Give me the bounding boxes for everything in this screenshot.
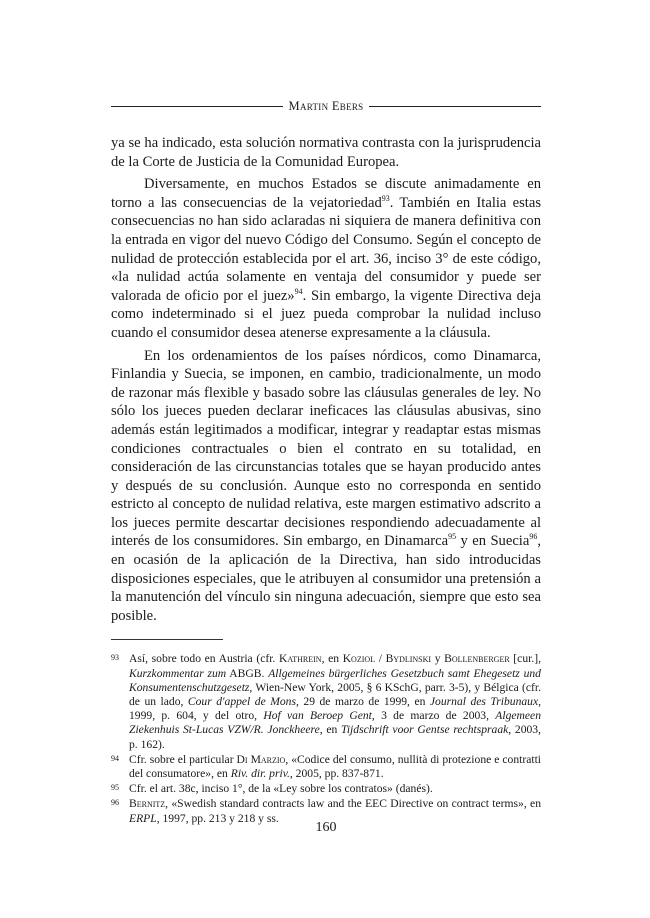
footnotes — [111, 652, 541, 825]
header-author: Martin Ebers — [288, 98, 364, 113]
footnote-separator — [111, 639, 223, 640]
body-text — [111, 134, 541, 625]
footnote-96: 96 Bernitz, «Swedish standard contracts law and the EEC Directive on contract terms», en ERPL, 1997, pp. 213 y 218 y ss. — [111, 797, 541, 825]
page — [111, 96, 542, 835]
running-header — [111, 96, 541, 116]
header-rule-left — [111, 106, 283, 107]
paragraph-1: ya se ha indicado, esta solución normativa contrasta con la jurisprudencia de la Corte de Justicia de la Comunidad Europea. — [111, 135, 541, 170]
footnote-95: 95 Cfr. el art. 38c, inciso 1°, de la «Ley sobre los contratos» (danés). — [111, 782, 433, 796]
footnote-ref-94[interactable]: 94 — [294, 286, 303, 296]
footnote-ref-93[interactable]: 93 — [381, 193, 390, 203]
footnote-number: 95 — [111, 783, 119, 793]
footnote-ref-96[interactable]: 96 — [529, 532, 538, 542]
footnote-number: 96 — [111, 798, 119, 808]
footnote-93: 93 Así, sobre todo en Austria (cfr. Kathrein, en Koziol / Bydlinski y Bollenberger [cur.], Kurzkommentar zum ABGB. Allgemeines bürgerliches Gesetzbuch samt Ehegesetz und Konsumentenschutzgesetz, Wien-New York, 2005, § 6 KSchG, parr. 3-5), y Bélgica (cfr. de un lado, Cour d'appel de Mons, 29 de marzo de 1999, en Journal des Tribunaux, 1999, p. 604, y del otro, Hof van Beroep Gent, 3 de marzo de 2003, Algemeen Ziekenhuis St-Lucas VZW/R. Jonckheere, en Tijdschrift voor Gentse rechtspraak, 2003, p. 162). — [111, 652, 542, 751]
footnote-94: 94 Cfr. sobre el particular Di Marzio, «Codice del consumo, nullità di protezione e contratti del consumatore», en Riv. dir. priv., 2005, pp. 837-871. — [111, 752, 542, 781]
footnote-number: 94 — [111, 753, 119, 763]
header-rule-right — [369, 106, 541, 107]
footnote-number: 93 — [111, 653, 119, 663]
page-number: 160 — [315, 820, 337, 835]
paragraph-2: Diversamente, en muchos Estados se discute animadamente en torno a las consecuencias de la vejatoriedad$^{93}$. También en Italia estas consecuencias no han sido aclaradas ni siquiera de manera definitiva con la entrada en vigor del nuevo Código del Consumo. Según el concepto de nulidad de protección establecida por el art. 36, inciso 3° de este código, «la nulidad actúa solamente en ventaja del consumidor y puede ser valorada de oficio por el juez»$^{94}$. Sin embargo, la vigente Directiva deja como indeterminado si el juez pueda comprobar la nulidad incluso cuando el consumidor desea atenerse expresamente a la cláusula. — [111, 176, 542, 341]
footnote-ref-95[interactable]: 95 — [448, 532, 457, 542]
paragraph-3: En los ordenamientos de los países nórdicos, como Dinamarca, Finlandia y Suecia, se imponen, en cambio, tradicionalmente, un modo de razonar más flexible y basado sobre las cláusulas generales de ley. No sólo los jueces pueden declarar ineficaces las cláusulas abusivas, sino además están legitimados a modificar, integrar y readaptar estas mismas condiciones contractuales o bien el contrato en su totalidad, en consideración de las circunstancias totales que se hayan producido antes y después de su conclusión. Aunque esto no corresponda en sentido estricto al concepto de nulidad relativa, este margen estimativo adscrito a los jueces permite descartar decisiones respondiendo adecuadamente al interés de los consumidores. Sin embargo, en Dinamarca$^{95}$ y en Suecia$^{96}$, en ocasión de la aplicación de la Directiva, han sido introducidas disposiciones especiales, que le atribuyen al consumidor una pretensión a la manutención del vínculo sin ninguna adecuación, siempre que esto sea posible. — [111, 347, 541, 624]
